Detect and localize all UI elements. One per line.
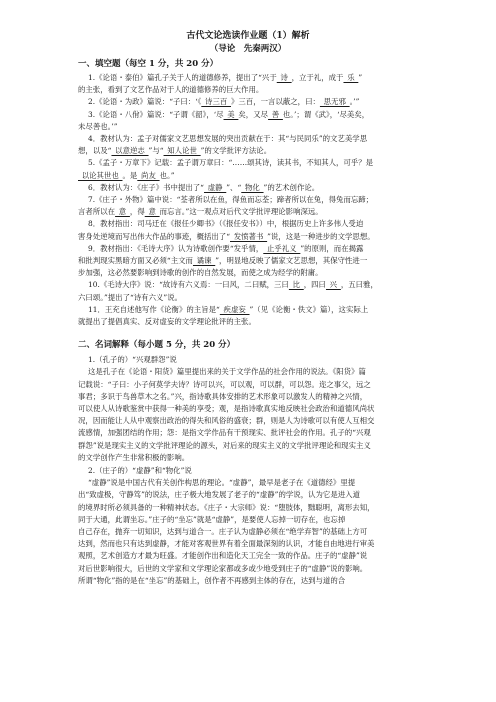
question-line (78, 279, 418, 291)
question-line (78, 316, 418, 328)
question-item (78, 304, 418, 328)
answer-blank: 思无邪 (319, 97, 350, 107)
term-explanation-body (78, 477, 418, 587)
question-text: ”（见《论衡・佚文》篇），这实际上 (249, 304, 369, 314)
question-text: ”与“ (148, 146, 164, 156)
body-line: 群怨”说是现实主义的文学批评理论的源头，对后来的现实主义的文学批评理论和现实主义 (78, 440, 371, 450)
question-text: 10.《毛诗大序》说：“故诗有六义焉：一曰风，二曰赋，三曰 (88, 280, 289, 290)
question-text: 11．王充自述他写作《论衡》的主旨是“ (88, 304, 220, 314)
question-text: ”的文学批评方法论。 (200, 146, 272, 156)
question-line (78, 84, 418, 96)
body-line: 的文学创作产生非常积极的影响。 (78, 452, 190, 462)
answer-blank: 尚友 (137, 170, 160, 180)
body-line: 记载说：“子曰：小子何莫学夫诗？诗可以兴，可以观，可以群，可以怨。迩之事父，远之 (78, 379, 371, 389)
question-line (78, 157, 418, 169)
body-line: 出“致虚极，守静笃”的说法，庄子极大地发展了老子的“虚静”的学说，认为它是进入道 (78, 490, 360, 500)
question-text: 。是 (122, 170, 138, 180)
answer-blank: 知人论世 (163, 146, 201, 156)
question-text: 六曰颂。”提出了“诗有六义”说。 (78, 292, 183, 302)
question-item (78, 279, 418, 303)
body-line: “虚静”说是中国古代有关创作构思的理论。“虚静”，最早是老子在《道德经》里提 (88, 478, 356, 488)
body-line: 达到，然而也只有达到虚静，才能对客观世界有着全面最深刻的认识，才能自由地进行审美 (78, 539, 375, 549)
answer-blank: 诗三百 (201, 97, 231, 107)
question-text: 害身处逆境而写出伟大作品的事迹，概括出了“ (78, 231, 231, 241)
question-text: ，立于礼，成于 (291, 73, 344, 82)
body-line: 所谓“物化”指的是在“坐忘”的基础上，创作者不再感到主体的存在，达到与道的合 (78, 575, 346, 585)
body-line: 观照，艺术创造方才最为旺盛。才能创作出和造化天工完全一致的作品。庄子的“虚静”说 (78, 551, 368, 561)
question-text: 言者所以在 (78, 207, 116, 217)
answer-blank: 虚静 (203, 182, 227, 192)
question-text: ，五曰雅， (340, 280, 378, 290)
question-item (78, 182, 418, 194)
question-line (78, 255, 418, 267)
answer-blank: 止乎礼义 (263, 243, 301, 253)
question-text: 未尽善也。’” (78, 121, 118, 131)
question-item (78, 157, 418, 181)
answer-blank: 以意逆志 (111, 146, 149, 156)
answer-blank: 发愤著书 (230, 231, 268, 241)
question-text: ，得 (129, 207, 145, 217)
question-text: ”的原则，而在揭露 (300, 243, 364, 253)
body-line: 自己存在，抛弃一切知识，达到与道合一。庄子认为虚静必须在“绝学弃智”的基础上方可 (78, 527, 368, 536)
question-text: 3.《论语・八佾》篇说：“子谓《韶》，‘尽 (88, 109, 224, 119)
question-text: 也。” (159, 170, 175, 180)
body-line: 的境界时所必须具备的一种精神状态。《庄子・大宗师》说：“堕肢体，黜聪明，离形去知， (78, 502, 375, 512)
question-text: 步加强，这必然要影响到诗歌的创作的自然发展，而使之成为经学的附庸。 (78, 268, 323, 278)
body-line: 流感情，加强团结的作用；怨：是指文学作品有干预现实、批评社会的作用。孔子的“兴观 (78, 428, 371, 438)
question-line (78, 133, 418, 145)
section-heading-fill-in: 一、填空题（每空 1 分，共 20 分） (78, 59, 219, 69)
question-text: ”说，这是一种进步的文学思想。 (267, 231, 375, 241)
question-text: ”的艺术创作论。 (263, 182, 320, 192)
section-heading-term-explanation: 二、名词解释（每小题 5 分，共 20 分） (78, 340, 236, 351)
answer-blank: 兴 (325, 280, 341, 290)
question-text: 1.《论语・泰伯》篇孔子关于人的道德修养，提出了“兴于 (88, 73, 277, 82)
question-item (78, 194, 418, 218)
document-subtitle: （导论 先秦两汉） (209, 44, 287, 54)
answer-blank: 以论其世也 (78, 170, 123, 180)
question-text: 6．教材认为：《庄子》书中提出了“ (88, 182, 204, 192)
question-text: 9．教材指出：《毛诗大序》认为诗歌创作要“发乎情， (88, 243, 264, 253)
document-title: 古代文论选读作业题（1）解析 (186, 31, 310, 41)
question-text: 矣，又尽 (238, 109, 269, 119)
question-text: 2.《论语・为政》篇说：“子曰：‘《 (88, 97, 202, 107)
question-text: 》三百，一言以蔽之，曰： (230, 97, 320, 107)
question-text: ”，明显地反映了儒家文艺思想，其保守性进一 (215, 256, 368, 265)
question-item (78, 109, 418, 133)
question-line (78, 206, 418, 218)
question-line (78, 72, 418, 84)
question-line (78, 304, 418, 316)
question-line (78, 170, 418, 182)
question-text: 8．教材指出：司马迁在《报任少卿书》（《报任安书》）中，根据历史上许多伟人受迫 (88, 219, 364, 229)
question-item (78, 133, 418, 157)
answer-blank: 比 (288, 280, 304, 290)
answer-blank: 疾虚妄 (219, 304, 250, 314)
answer-blank: 诗 (276, 73, 292, 82)
question-line (78, 243, 418, 255)
question-line (78, 145, 418, 157)
body-line: 对后世影响很大，后世的文学家和文学理论家都或多或少地受到庄子的“虚静”说的影响。 (78, 563, 368, 573)
question-line (78, 267, 418, 279)
question-text: 想，以及“ (78, 146, 112, 156)
term-title: 1.（孔子的）“兴观群怨”说 (88, 355, 177, 365)
question-text: ，四曰 (303, 280, 326, 290)
question-text: 就提出了提倡真实、反对虚妄的文学理论批评的主张。 (78, 317, 256, 326)
question-text: ” (358, 73, 363, 82)
question-item (78, 243, 418, 280)
question-line (78, 109, 418, 121)
body-line: 事君；多识于鸟兽草木之名。”兴，指诗歌具体安排的艺术形象可以激发人的精神之兴情， (78, 391, 368, 401)
question-line (78, 182, 418, 194)
question-line (78, 218, 418, 230)
answer-blank: 意 (115, 207, 130, 217)
question-text: 。’” (349, 97, 360, 107)
question-text: 7.《庄子・外物》篇中说：“荃者所以在鱼，得鱼而忘荃；蹄者所以在兔，得兔而忘蹄； (88, 195, 374, 204)
question-item (78, 96, 418, 108)
question-line (78, 194, 418, 206)
term-title: 2.（庄子的）“虚静”和“物化”说 (88, 466, 192, 475)
question-text: 5.《孟子・万章下》记载：孟子谓万章曰：“……颂其诗，读其书，不知其人，可乎？是 (88, 158, 374, 168)
answer-blank: 乐 (343, 73, 359, 82)
body-line: 这是孔子在《论语・阳货》篇里提出来的关于文学作品的社会作用的说法。《阳货》篇 (88, 367, 366, 377)
term-explanation-body (78, 366, 418, 464)
question-line (78, 96, 418, 108)
question-line (78, 121, 418, 133)
question-item (78, 72, 418, 96)
body-line: 同于大通，此谓坐忘。”庄子的“坐忘”就是“虚静”，是要使人忘掉一切存在，也忘掉 (78, 514, 346, 524)
question-text: 而忘言。”这一观点对后代文学批评理论影响深远。 (159, 207, 323, 217)
question-line (78, 292, 418, 304)
question-text: 和批判现实黑暗方面又必须“主文而 (78, 256, 193, 265)
answer-blank: 物化 (241, 182, 264, 192)
body-line: 可以使人从诗歌鉴赏中获得一种美的享受；观，是指诗歌真实地反映社会政治和道德风尚状 (78, 404, 375, 413)
question-text: 也。’；谓《武》，‘尽美矣， (282, 109, 370, 119)
answer-blank: 意 (144, 207, 160, 217)
question-text: ”、“ (226, 182, 242, 192)
question-text: 的主张，看到了文艺作品对于人的道德修养的巨大作用。 (78, 85, 264, 95)
answer-blank: 美 (223, 109, 239, 119)
question-line (78, 231, 418, 243)
answer-blank: 善 (268, 109, 283, 119)
answer-blank: 谲谏 (192, 256, 216, 265)
body-line: 况，因而能让人从中观察出政治的得失和风俗的盛衰；群，则是人为诗歌可以有使人互相交 (78, 416, 375, 426)
question-text: 4．教材认为：孟子对儒家文艺思想发展的突出贡献在于：其“与民同乐”的文艺美学思 (88, 134, 368, 143)
question-item (78, 218, 418, 242)
